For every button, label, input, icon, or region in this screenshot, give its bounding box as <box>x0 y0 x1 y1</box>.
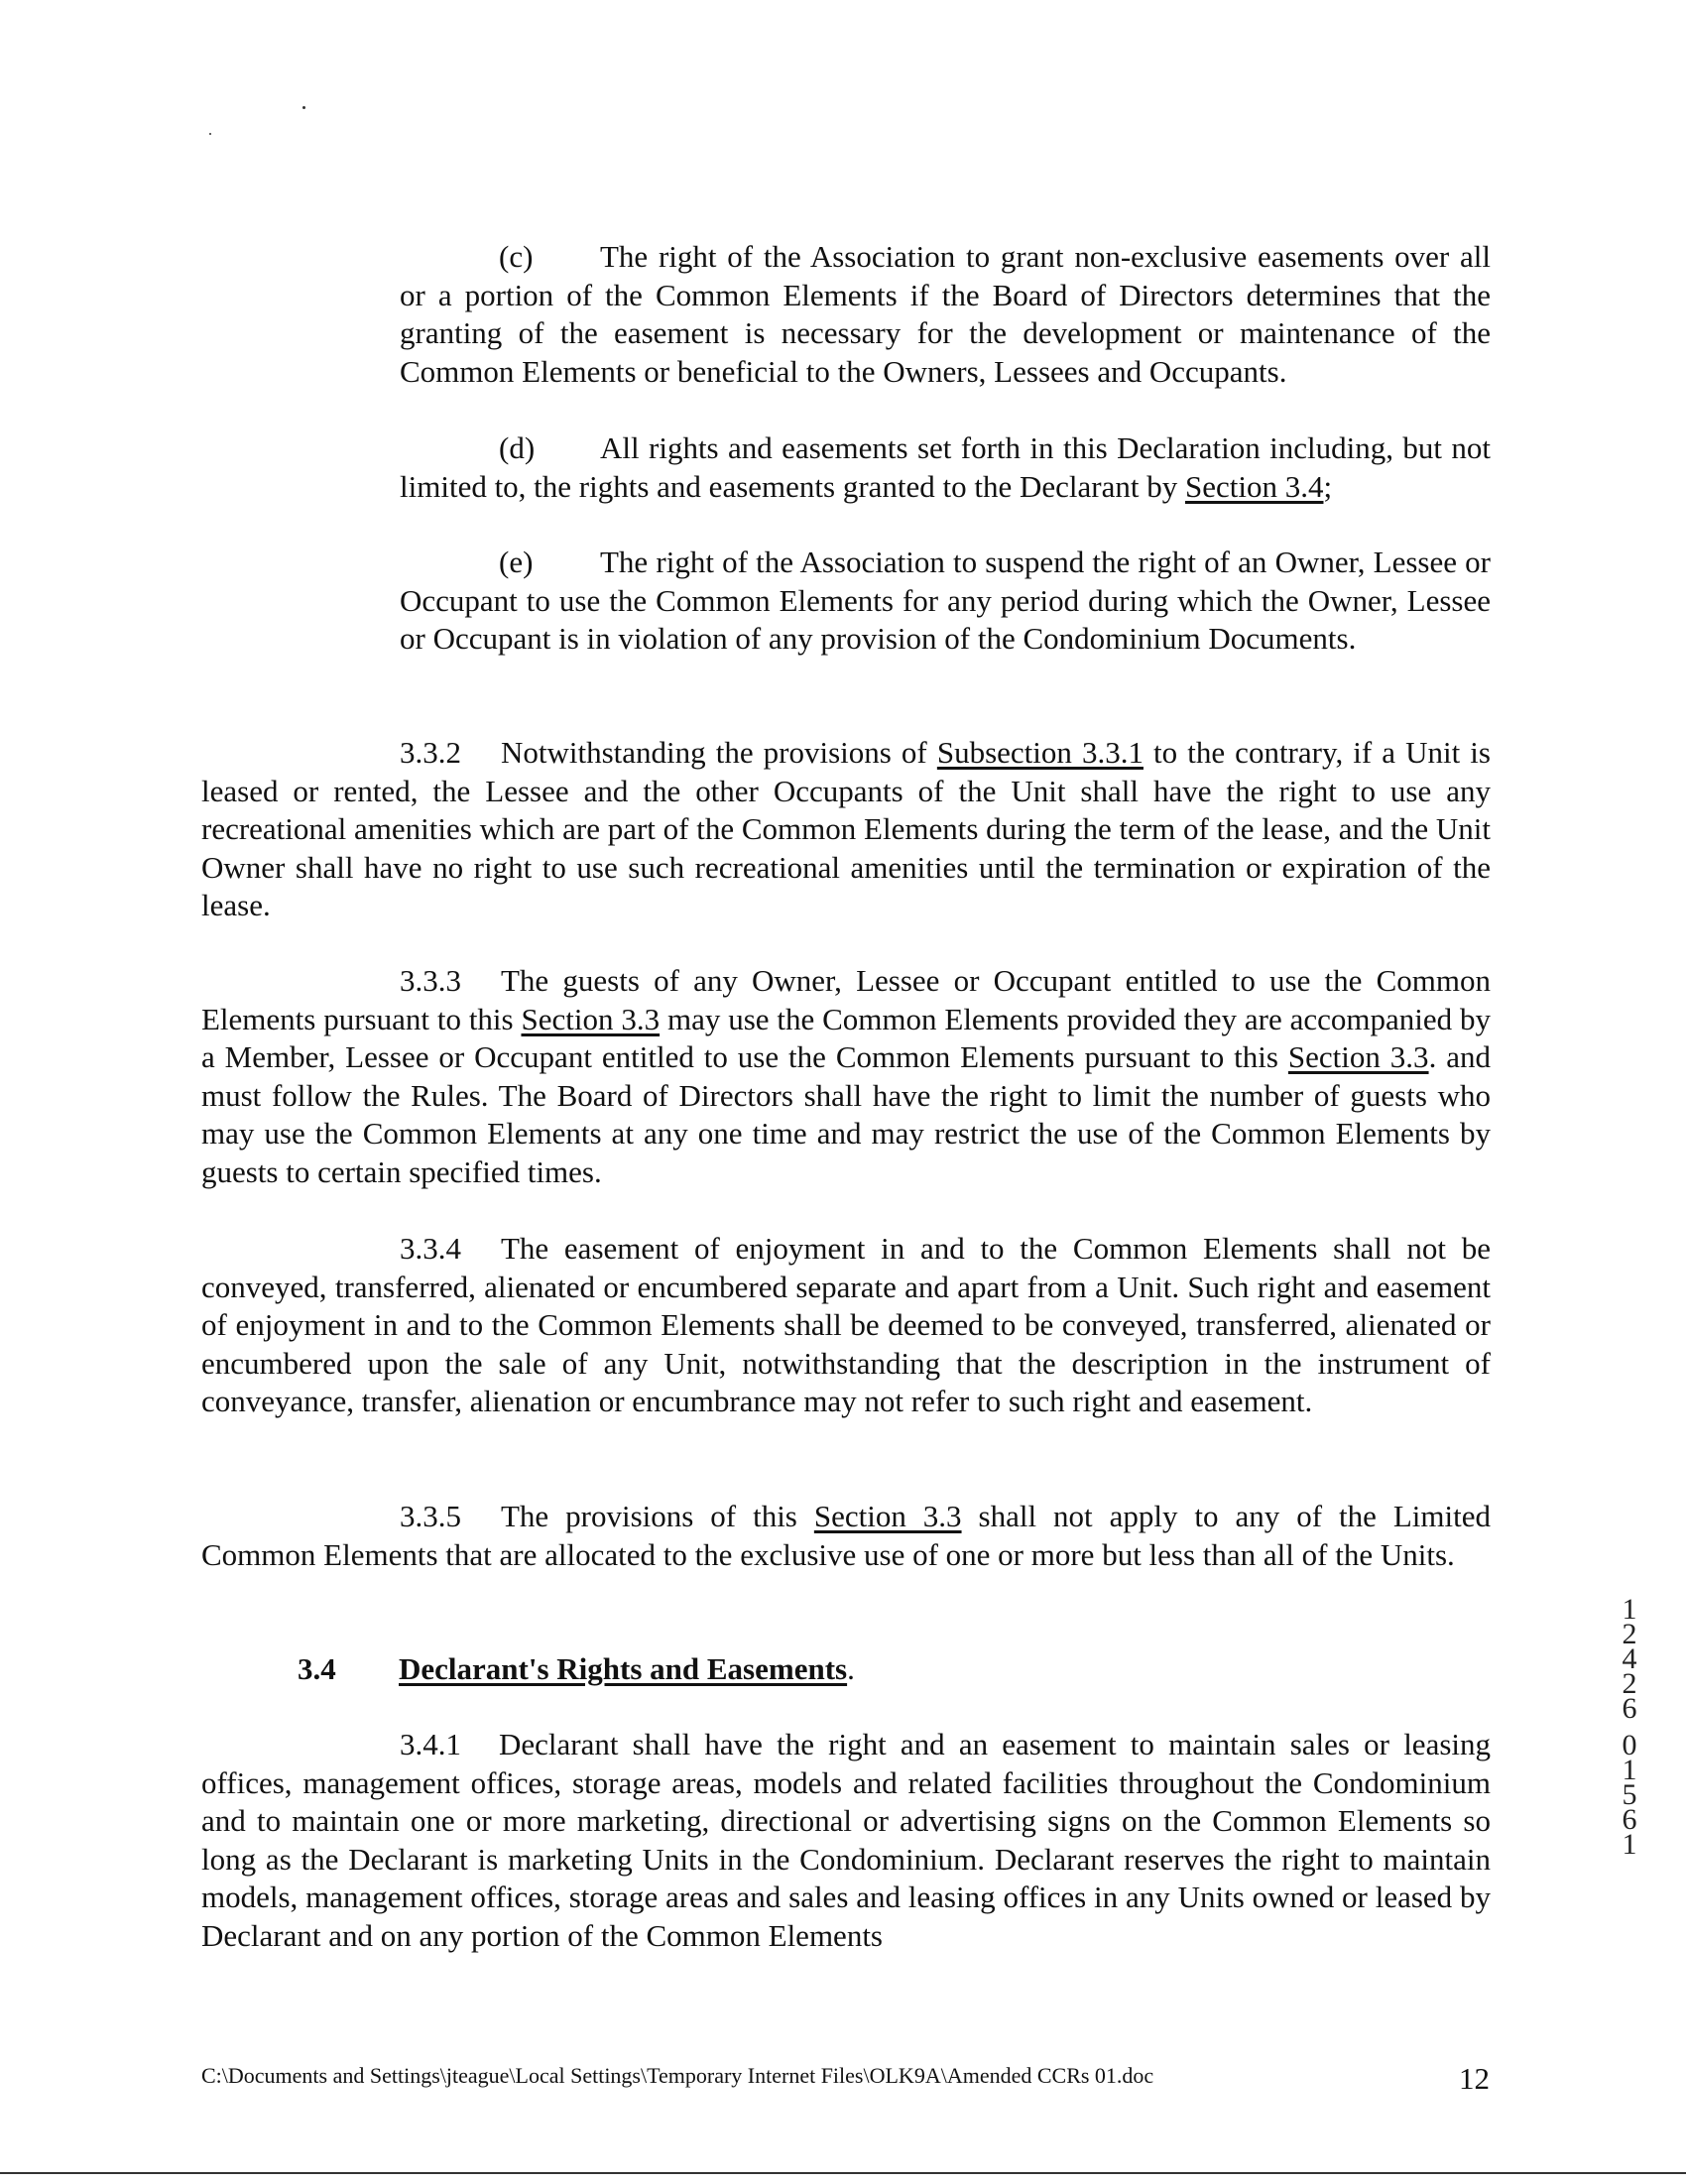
section-reference: Section 3.4 <box>1184 468 1324 504</box>
stamp-digit: 1 <box>1622 1593 1637 1626</box>
recording-stamp <box>1615 1593 1644 1861</box>
stamp-digit: 4 <box>1622 1642 1637 1675</box>
paragraph-3-3-4 <box>201 1230 1491 1421</box>
section-title-period: . <box>847 1651 855 1686</box>
stamp-digit: 6 <box>1622 1803 1637 1836</box>
stamp-digit: 5 <box>1622 1778 1637 1811</box>
paragraph-text: may use the Common Elements provided they are accompanied by a Member, Lessee or Occupant entitled to use the Common Elements pursuant to this <box>201 1001 1491 1074</box>
stamp-digit: 0 <box>1622 1729 1637 1761</box>
stamp-digit: 2 <box>1622 1667 1637 1700</box>
section-title: Declarant's Rights and Easements <box>399 1651 848 1686</box>
section-reference: Section 3.3 <box>1287 1039 1429 1074</box>
paragraph-text: All rights and easements set forth in this Declaration including, but not limited to, the rights and easements granted to the Declarant by <box>400 430 1491 504</box>
paragraph-text: The right of the Association to grant non-exclusive easements over all or a portion of the Common Elements if the Board of Directors determines that the granting of the easement is necessary for the development or maintenance of the Common Elements or beneficial to the Owners, Lessees and Occupants. <box>400 239 1491 389</box>
section-reference: Subsection 3.3.1 <box>936 735 1144 770</box>
stamp-digit: 2 <box>1622 1618 1637 1650</box>
paragraph-text: Notwithstanding the provisions of <box>501 735 937 770</box>
paragraph-number: 3.3.5 <box>400 1499 461 1533</box>
paragraph-3-3-5 <box>201 1498 1491 1574</box>
paragraph-text: ; <box>1323 468 1333 504</box>
paragraph-text: to the contrary, if a Unit is leased or rented, the Lessee and the other Occupants of the Unit shall have the right to use any recreational amenities which are part of the Common Elements during the term of the lease, and the Unit Owner shall have no right to use such recreational amenities until the termination or expiration of the lease. <box>201 735 1491 922</box>
paragraph-c <box>400 238 1491 391</box>
section-number: 3.4 <box>298 1651 336 1686</box>
stamp-digit: 1 <box>1622 1754 1637 1786</box>
section-heading <box>298 1651 855 1687</box>
stamp-digit: 1 <box>1622 1828 1637 1861</box>
paragraph-text: Declarant shall have the right and an easement to maintain sales or leasing offices, management offices, storage areas, models and related facilities throughout the Condominium and to maintain one or more marketing, directional or advertising signs on the Common Elements so long as the Declarant is marketing Units in the Condominium. Declarant reserves the right to maintain models, management offices, storage areas and sales and leasing offices in any Units owned or leased by Declarant and on any portion of the Common Elements <box>201 1727 1491 1953</box>
paragraph-e <box>400 544 1491 659</box>
paragraph-number: 3.4.1 <box>400 1727 461 1761</box>
stamp-digit: 6 <box>1622 1692 1637 1725</box>
paragraph-text: The easement of enjoyment in and to the Common Elements shall not be conveyed, transferred, alienated or encumbered separate and apart from a Unit. Such right and easement of enjoyment in and to the Common Elements shall be deemed to be conveyed, transferred, alienated or encumbered upon the sale of any Unit, notwithstanding that the description in the instrument of conveyance, transfer, alienation or encumbrance may not refer to such right and easement. <box>201 1231 1491 1418</box>
paragraph-number: 3.3.4 <box>400 1231 461 1266</box>
paragraph-d <box>400 429 1491 506</box>
scan-speck <box>302 106 305 109</box>
scan-speck <box>209 133 211 135</box>
paragraph-text: The right of the Association to suspend the right of an Owner, Lessee or Occupant to use the Common Elements for any period during which the Owner, Lessee or Occupant is in violation of any provision of the Condominium Documents. <box>400 545 1491 656</box>
footer-file-path: C:\Documents and Settings\jteague\Local Settings\Temporary Internet Files\OLK9A\Amended CCRs 01.doc <box>201 2063 1154 2088</box>
paragraph-text: The provisions of this <box>501 1499 814 1533</box>
paragraph-number: (d) <box>499 430 536 465</box>
page-number: 12 <box>1459 2061 1490 2096</box>
paragraph-3-3-2 <box>201 734 1491 925</box>
paragraph-3-3-3 <box>201 962 1491 1191</box>
paragraph-number: (e) <box>499 545 534 579</box>
paragraph-text: The guests of any Owner, Lessee or Occupant entitled to use the Common Elements pursuant to this <box>201 963 1491 1036</box>
paragraph-3-4-1 <box>201 1726 1491 1955</box>
paragraph-text: shall not apply to any of the Limited Common Elements that are allocated to the exclusive use of one or more but less than all of the Units. <box>201 1499 1491 1572</box>
paragraph-number: (c) <box>499 239 534 274</box>
paragraph-number: 3.3.3 <box>400 963 461 998</box>
paragraph-text: . and must follow the Rules. The Board of Directors shall have the right to limit the number of guests who may use the Common Elements at any one time and may restrict the use of the Common Elements by guests to certain specified times. <box>201 1039 1491 1189</box>
paragraph-number: 3.3.2 <box>400 735 461 770</box>
scan-edge-line <box>0 2172 1686 2174</box>
section-reference: Section 3.3 <box>813 1499 962 1533</box>
section-reference: Section 3.3 <box>521 1001 661 1036</box>
